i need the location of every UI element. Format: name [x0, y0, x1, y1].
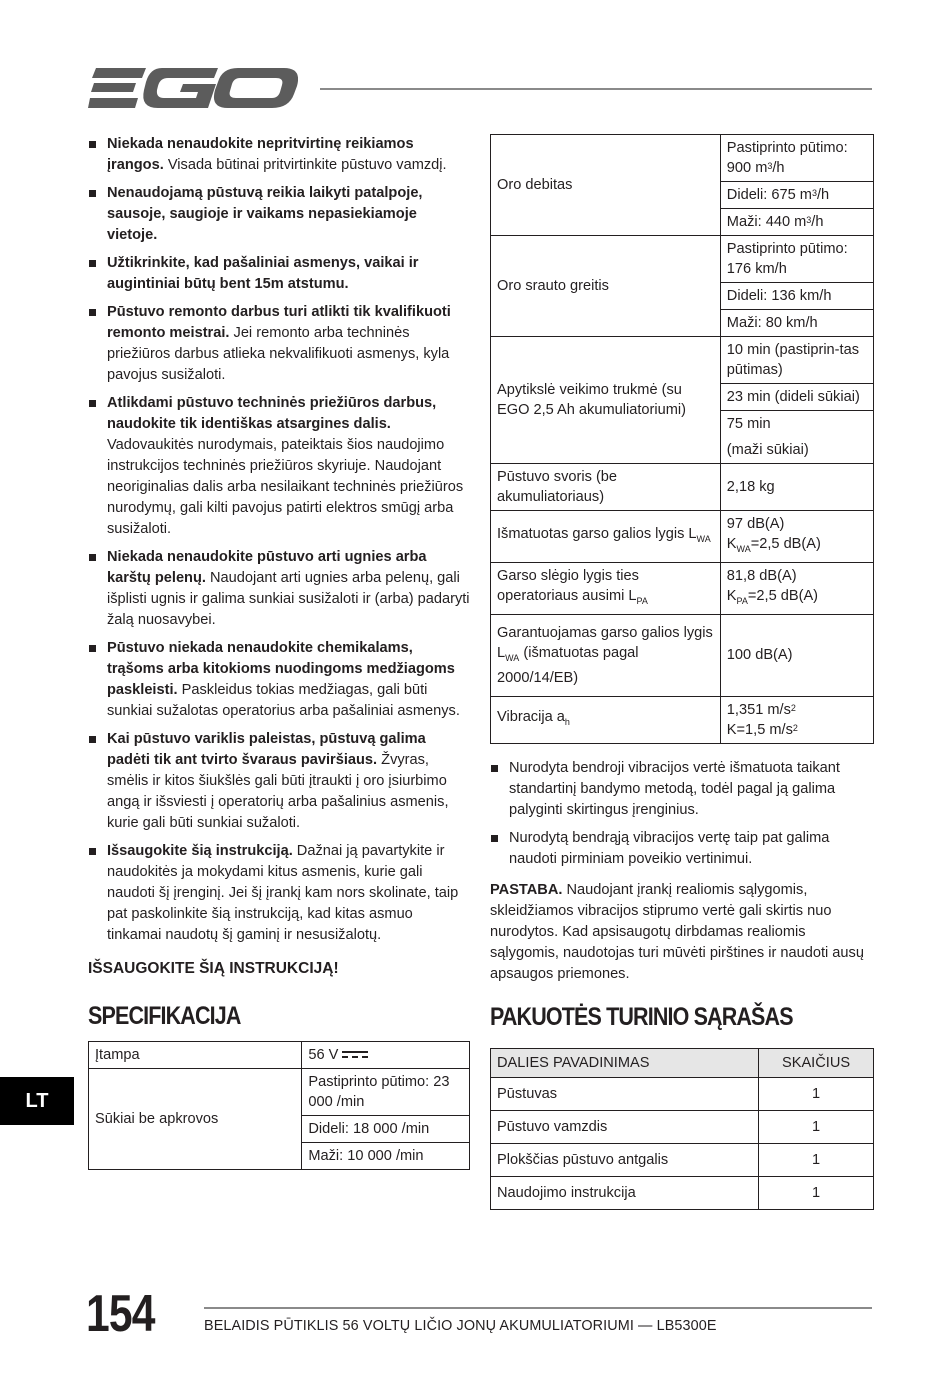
airflow-value: Pastiprinto pūtimo: 900 $m^3/h$	[720, 135, 873, 182]
weight-label: Pūstuvo svoris (be akumuliatoriaus)	[491, 464, 721, 511]
runtime-value: 23 min (dideli sūkiai)	[720, 384, 873, 411]
header-rule	[320, 88, 872, 90]
part-name: Pūstuvo vamzdis	[491, 1110, 759, 1143]
table-row	[491, 1110, 874, 1143]
bullet-item: Pūstuvo niekada nenaudokite chemikalams, trąšoms arba kitokioms nuodingoms medžiagoms paskleisti. Paskleidus tokias medžiagas, gali būti sunkiai sužalotas operatorius arba pašaliniai asmenys.	[88, 638, 470, 722]
table-row	[491, 1077, 874, 1110]
part-count: 1	[759, 1110, 874, 1143]
table-row	[491, 135, 874, 182]
airflow-value: Maži: 440 $m^3/h$	[720, 209, 873, 236]
bullet-item: Atlikdami pūstuvo techninės priežiūros darbus, naudokite tik identiškas atsargines dalis. Vadovaukitės nurodymais, pateiktais šios naudojimo instrukcijos techninės priežiūros skyriuje. Naudojant neoriginalias dalis arba nesilaikant techninės priežiūros nurodymų, gali kilti pavojus patirti elektros smūgį arba susižaloti.	[88, 393, 470, 540]
bullet-item: Kai pūstuvo variklis paleistas, pūstuvą galima padėti tik ant tvirto švaraus paviršiaus. Žvyras, smėlis ir kitos šiukšlės gali būti įtraukti į oro įsiurbimo angą ir išsviesti į operatorių arba pašalinius asmenis, kurie gali būti sunkiai sužaloti.	[88, 729, 470, 834]
table-row	[491, 1176, 874, 1209]
runtime-value: 10 min (pastiprin-tas pūtimas)	[720, 337, 873, 384]
table-row	[89, 1042, 470, 1069]
bullet-square-icon	[491, 835, 498, 842]
voltage-value: 56 V	[302, 1042, 470, 1069]
column-header-name: DALIES PAVADINIMAS	[491, 1048, 759, 1077]
part-name: Naudojimo instrukcija	[491, 1176, 759, 1209]
part-count: 1	[759, 1176, 874, 1209]
bullet-item: Nenaudojamą pūstuvą reikia laikyti patalpoje, sausoje, saugioje ir vaikams nepasiekiamoje vietoje.	[88, 183, 470, 246]
bullet-item: Niekada nenaudokite nepritvirtinę reikiamos įrangos. Visada būtinai pritvirtinkite pūstuvo vamzdį.	[88, 134, 470, 176]
bullet-square-icon	[89, 190, 96, 197]
bullet-square-icon	[491, 765, 498, 772]
runtime-value: 75 min (maži sūkiai)	[720, 411, 873, 464]
language-tab: LT	[0, 1077, 74, 1125]
guaranteed-value: 100 dB(A)	[720, 614, 873, 696]
table-row	[491, 464, 874, 511]
part-name: Plokščias pūstuvo antgalis	[491, 1143, 759, 1176]
weight-value: 2,18 kg	[720, 464, 873, 511]
bullet-item: Niekada nenaudokite pūstuvo arti ugnies arba karštų pelenų. Naudojant arti ugnies arba pelenų, gali išplisti ugnis ir galima sunkiai susižaloti ir (arba) padaryti žalą nuosavybei.	[88, 547, 470, 631]
dc-symbol-icon	[342, 1050, 368, 1060]
page-number: 154	[86, 1285, 155, 1343]
bullet-square-icon	[89, 848, 96, 855]
lwa-label: Išmatuotas garso galios lygis $L_{WA}$	[491, 511, 721, 563]
footer-title: BELAIDIS PŪTIKLIS 56 VOLTŲ LIČIO JONŲ AKUMULIATORIUMI — LB5300E	[204, 1318, 717, 1334]
table-row	[491, 562, 874, 614]
speed-value: Maži: 10 000 /min	[302, 1143, 470, 1170]
bullet-item: Užtikrinkite, kad pašaliniai asmenys, vaikai ir augintiniai būtų bent 15m atstumu.	[88, 253, 470, 295]
bullet-square-icon	[89, 400, 96, 407]
vibration-label: Vibracija $a_h$	[491, 696, 721, 743]
speed-label: Sūkiai be apkrovos	[89, 1069, 302, 1170]
bullet-square-icon	[89, 141, 96, 148]
spec-table-left	[88, 1041, 470, 1170]
bullet-item: Nurodytą bendrąją vibracijos vertę taip pat galima naudoti pirminiam poveikio vertinimui.	[490, 828, 874, 870]
column-header-count: SKAIČIUS	[759, 1048, 874, 1077]
right-column	[490, 134, 874, 1210]
lwa-value: 97 dB(A) $K_{WA}=2,5$ dB(A)	[720, 511, 873, 563]
runtime-label: Apytikslė veikimo trukmė (su EGO 2,5 Ah akumuliatoriumi)	[491, 337, 721, 464]
voltage-label: Įtampa	[89, 1042, 302, 1069]
bullet-square-icon	[89, 554, 96, 561]
packing-table	[490, 1048, 874, 1210]
save-instructions-note: IŠSAUGOKITE ŠIĄ INSTRUKCIJĄ!	[88, 960, 339, 977]
guaranteed-label: Garantuojamas garso galios lygis $L_{WA}$ (išmatuotas pagal 2000/14/EB)	[491, 614, 721, 696]
note-paragraph: PASTABA. Naudojant įrankį realiomis sąlygomis, skleidžiamos vibracijos stiprumo vertė gali skirtis nuo nurodytos. Kad apsisaugotų dirbdamas realiomis sąlygomis, naudotojas turi mūvėti pirštines ir naudoti ausų apsaugos priemones.	[490, 881, 864, 982]
air-speed-value: Maži: 80 km/h	[720, 310, 873, 337]
left-column	[88, 134, 470, 1170]
ego-logo	[88, 64, 298, 112]
table-row	[491, 696, 874, 743]
part-count: 1	[759, 1143, 874, 1176]
table-row	[89, 1069, 470, 1116]
air-speed-label: Oro srauto greitis	[491, 236, 721, 337]
packing-section-title: PAKUOTĖS TURINIO SĄRAŠAS	[490, 1002, 793, 1031]
safety-bullet-list	[88, 134, 470, 946]
bullet-square-icon	[89, 260, 96, 267]
bullet-square-icon	[89, 645, 96, 652]
spec-section-title: SPECIFIKACIJA	[88, 1002, 241, 1030]
speed-value: Dideli: 18 000 /min	[302, 1116, 470, 1143]
footer-rule	[204, 1307, 872, 1309]
table-row	[491, 236, 874, 283]
airflow-value: Dideli: 675 $m^3/h$	[720, 182, 873, 209]
vibration-bullet-list	[490, 758, 874, 870]
spec-table-right	[490, 134, 874, 744]
table-row	[491, 1143, 874, 1176]
bullet-item: Nurodyta bendroji vibracijos vertė išmatuota taikant standartinį bandymo metodą, todėl pagal ją galima palyginti skirtingus įrenginius.	[490, 758, 874, 821]
speed-value: Pastiprinto pūtimo: 23 000 /min	[302, 1069, 470, 1116]
part-count: 1	[759, 1077, 874, 1110]
bullet-square-icon	[89, 736, 96, 743]
bullet-square-icon	[89, 309, 96, 316]
air-speed-value: Dideli: 136 km/h	[720, 283, 873, 310]
table-header-row	[491, 1048, 874, 1077]
vibration-value: 1,351 $m/s^2$ K=1,5 $m/s^2$	[720, 696, 873, 743]
part-name: Pūstuvas	[491, 1077, 759, 1110]
bullet-item: Išsaugokite šią instrukciją. Dažnai ją pavartykite ir naudokitės ja mokydami kitus asmenis, kurie gali naudoti šį įrenginį. Jei šį įrankį kam nors skolinate, taip pat paskolinkite šią instrukciją, kad kitas asmuo tinkamai naudotų šį gaminį ir nesusižalotų.	[88, 841, 470, 946]
table-row	[491, 511, 874, 563]
lpa-label: Garso slėgio lygis ties operatoriaus ausimi $L_{PA}$	[491, 562, 721, 614]
airflow-label: Oro debitas	[491, 135, 721, 236]
air-speed-value: Pastiprinto pūtimo: 176 km/h	[720, 236, 873, 283]
lpa-value: 81,8 dB(A) $K_{PA}=2,5$ dB(A)	[720, 562, 873, 614]
table-row	[491, 337, 874, 384]
bullet-item: Pūstuvo remonto darbus turi atlikti tik kvalifikuoti remonto meistrai. Jei remonto arba techninės priežiūros darbus atlieka nekvalifikuoti asmenys, kyla pavojus susižaloti.	[88, 302, 470, 386]
table-row	[491, 614, 874, 696]
